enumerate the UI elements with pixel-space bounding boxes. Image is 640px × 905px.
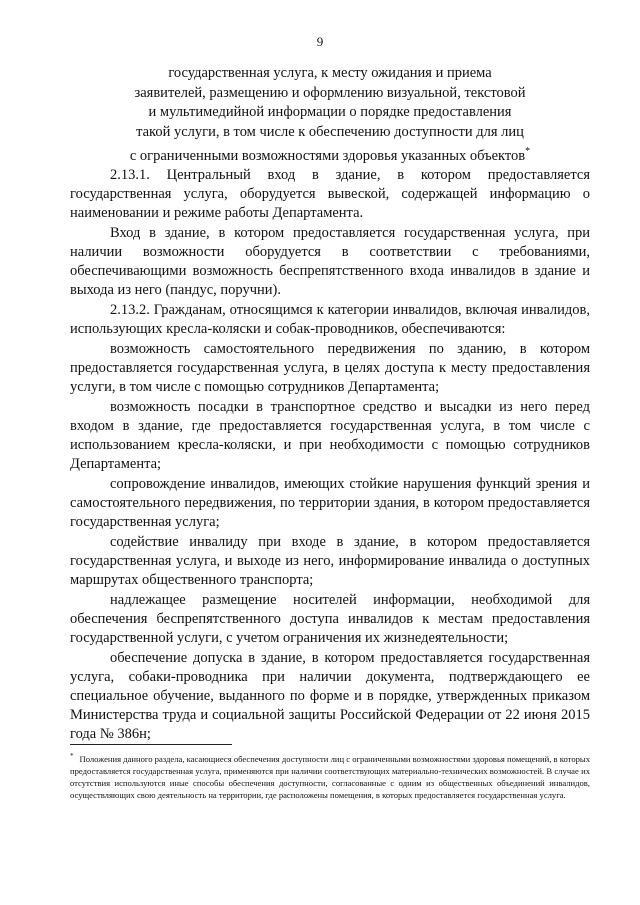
list-item: надлежащее размещение носителей информации, необходимой для обеспечения беспрепятственного доступа инвалидов к местам предоставления государственной услуги, с учетом ограничения их жизнедеятельности; [70, 592, 590, 646]
list-item: сопровождение инвалидов, имеющих стойкие нарушения функций зрения и самостоятельного передвижения, по территории здания, в котором предоставляется государственная услуга; [70, 476, 590, 530]
list-item: возможность посадки в транспортное средство и высадки из него перед входом в здание, где предоставляется государственная услуга, в том числе с использованием кресла-коляски, и при необходимости с помощью сотрудников Департамента; [70, 399, 590, 472]
heading-line-last [70, 142, 590, 166]
heading-line: заявителей, размещению и оформлению визуальной, текстовой [134, 84, 526, 101]
paragraph-2-13-1: 2.13.1. Центральный вход в здание, в котором предоставляется государственная услуга, оборудуется вывеской, содержащей информацию о наименовании и режиме работы Департамента. [70, 167, 590, 221]
section-heading [70, 64, 590, 166]
list-item: возможность самостоятельного передвижения по зданию, в котором предоставляется государственная услуга, в целях доступа к месту предоставления услуги, в том числе с помощью сотрудников Департамента; [70, 341, 590, 395]
heading-line: такой услуги, в том числе к обеспечению доступности для лиц [136, 123, 524, 140]
footnote-marker: * [70, 752, 74, 760]
list-item: содействие инвалиду при входе в здание, в котором предоставляется государственная услуга, и выходе из него, информирование инвалида о доступных маршрутах общественного транспорта; [70, 534, 590, 588]
paragraph-2-13-2: 2.13.2. Гражданам, относящимся к категории инвалидов, включая инвалидов, использующих кресла-коляски и собак-проводников, обеспечиваются: [70, 302, 590, 337]
heading-line: с ограниченными возможностями здоровья указанных объектов [129, 147, 526, 164]
list-item: обеспечение допуска в здание, в котором предоставляется государственная услуга, собаки-проводника при наличии документа, подтверждающего ее специальное обучение, выданного по форме и в порядке, утвержденных приказом Министерства труда и социальной защиты Российской Федерации от 22 июня 2015 года № 386н; [70, 650, 590, 742]
footnote-text: Положения данного раздела, касающиеся обеспечения доступности лиц с ограниченными возможностями здоровья помещений, в которых предоставляется государственная услуга, применяются при наличии соответствующих материально-технических возможностей. В случае их отсутствия используются иные способы обеспечения доступности, согласованные с одним из общественных объединений инвалидов, осуществляющих свою деятельность на территории, где расположены помещения, в которых предоставляется государственная услуга. [70, 753, 590, 800]
page-number: 9 [316, 34, 324, 49]
heading-line: и мультимедийной информации о порядке предоставления [148, 104, 512, 120]
heading-line: государственная услуга, к месту ожидания и приема [168, 65, 492, 81]
document-body [70, 166, 590, 745]
footnote-reference: * [525, 146, 531, 157]
footnote-separator [70, 744, 232, 745]
paragraph-entrance: Вход в здание, в котором предоставляется государственная услуга, при наличии возможности оборудуется в соответствии с требованиями, обеспечивающими возможность беспрепятственного входа инвалидов в здание и выхода из него (пандус, поручни). [70, 225, 590, 298]
footnote [70, 750, 590, 801]
